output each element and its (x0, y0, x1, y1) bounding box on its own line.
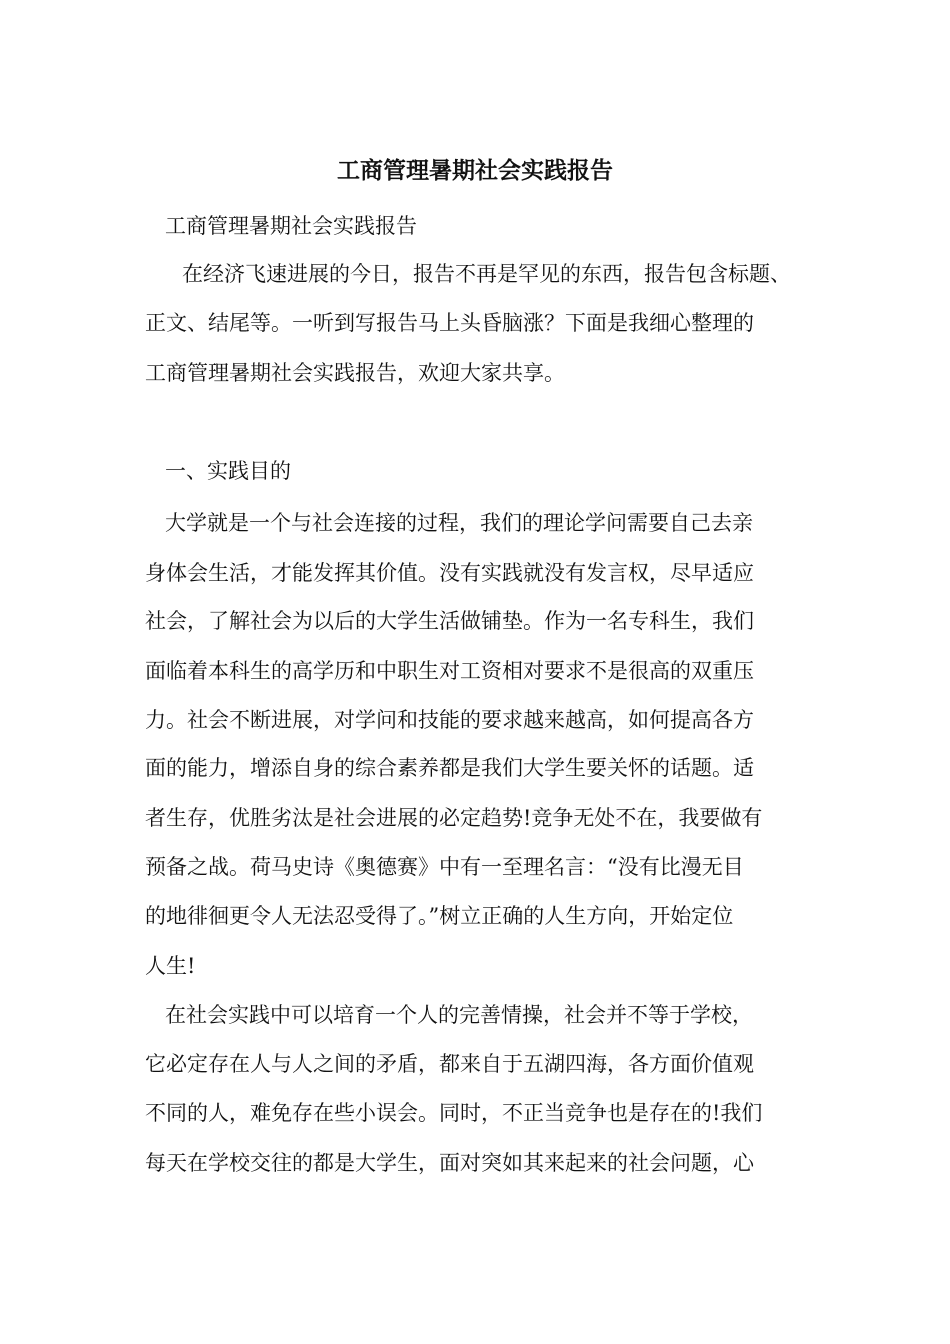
paragraph-line: 社会，了解社会为以后的大学生活做铺垫。作为一名专科生，我们 (145, 609, 754, 633)
paragraph-line: 每天在学校交往的都是大学生，面对突如其来起来的社会问题，心 (145, 1151, 754, 1175)
intro-line: 正文、结尾等。一听到写报告马上头昏脑涨？下面是我细心整理的 (145, 311, 754, 335)
paragraph-line: 大学就是一个与社会连接的过程，我们的理论学问需要自己去亲 (165, 511, 753, 535)
paragraph-line: 力。社会不断进展，对学问和技能的要求越来越高，如何提高各方 (145, 708, 754, 732)
paragraph-line: 不同的人，难免存在些小误会。同时，不正当竞争也是存在的!我们 (145, 1101, 763, 1125)
paragraph-line: 预备之战。荷马史诗《奥德赛》中有一至理名言：“没有比漫无目 (145, 855, 744, 879)
paragraph-line: 者生存，优胜劣汰是社会进展的必定趋势!竞争无处不在，我要做有 (145, 806, 763, 830)
paragraph-line: 人生! (145, 954, 196, 978)
paragraph-line: 面临着本科生的高学历和中职生对工资相对要求不是很高的双重压 (145, 659, 754, 683)
paragraph-line: 面的能力，增添自身的综合素养都是我们大学生要关怀的话题。适 (145, 756, 754, 780)
intro-line: 工商管理暑期社会实践报告，欢迎大家共享。 (145, 361, 565, 385)
paragraph-line: 身体会生活，才能发挥其价值。没有实践就没有发言权，尽早适应 (145, 561, 754, 585)
document-subtitle: 工商管理暑期社会实践报告 (165, 214, 417, 238)
paragraph-line: 在社会实践中可以培育一个人的完善情操，社会并不等于学校， (165, 1003, 753, 1027)
section-heading: 一、实践目的 (165, 459, 291, 483)
document-title: 工商管理暑期社会实践报告 (337, 157, 613, 184)
paragraph-line: 的地徘徊更令人无法忍受得了。”树立正确的人生方向，开始定位 (145, 904, 734, 928)
intro-line: 在经济飞速进展的今日，报告不再是罕见的东西，报告包含标题、 (182, 262, 791, 286)
paragraph-line: 它必定存在人与人之间的矛盾，都来自于五湖四海，各方面价值观 (145, 1052, 754, 1076)
